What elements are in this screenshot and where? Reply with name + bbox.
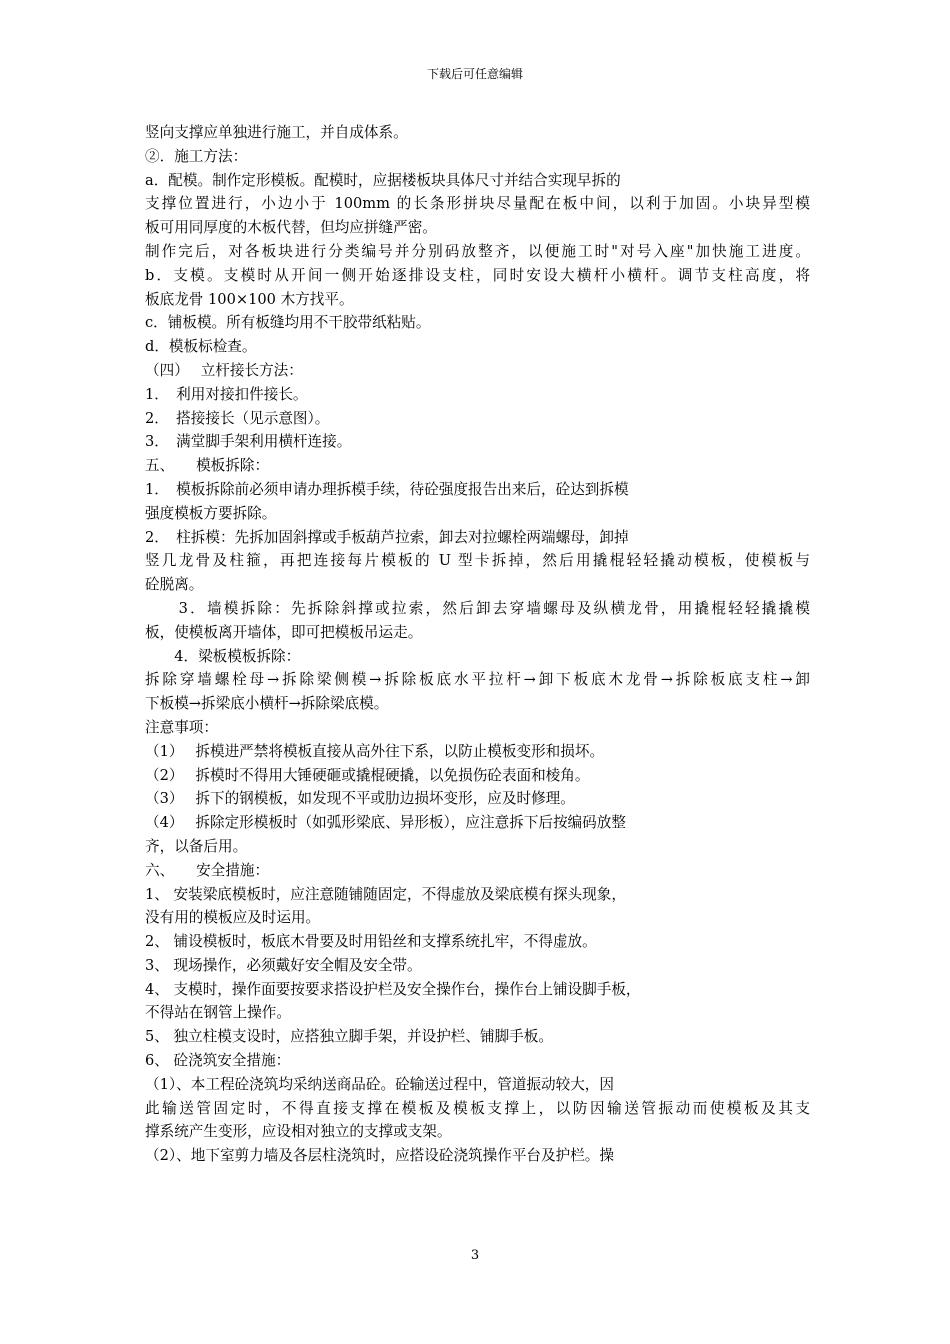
text-line: 板，使模板离开墙体，即可把模板吊运走。 (145, 623, 423, 641)
text-line: 3．墙模拆除：先拆除斜撑或拉索，然后卸去穿墙螺母及纵横龙骨，用撬棍轻轻撬撬模 (145, 599, 810, 617)
text-line: ②．施工方法： (145, 147, 248, 165)
text-line: 齐，以备后用。 (145, 837, 248, 855)
text-line: 1、 安装梁底模板时，应注意随铺随固定，不得虚放及梁底模有探头现象， (145, 885, 626, 903)
page-number: 3 (470, 1248, 480, 1263)
text-line: 3． 满堂脚手架利用横杆连接。 (145, 433, 352, 451)
text-line: （4） 拆除定形模板时（如弧形梁底、异形板），应注意拆下后按编码放整 (145, 814, 626, 832)
text-line: 5、 独立柱模支设时，应搭独立脚手架，并设护栏、铺脚手板。 (145, 1028, 553, 1046)
text-line: 支撑位置进行，小边小于 100mm 的长条形拼块尽量配在板中间，以利于加固。小块异型模 (145, 195, 810, 213)
text-line: 2． 柱拆模：先拆加固斜撑或手板葫芦拉索，卸去对拉螺栓两端螺母，卸掉 (145, 528, 629, 546)
text-line: 4、 支模时，操作面要按要求搭设护栏及安全操作台，操作台上铺设脚手板， (145, 980, 641, 998)
document-body (145, 121, 810, 1168)
text-line: c．铺板模。所有板缝均用不干胶带纸粘贴。 (145, 314, 431, 332)
text-line: d．模板标检查。 (145, 338, 257, 356)
text-line: 此输送管固定时，不得直接支撑在模板及模板支撑上，以防因输送管振动而使模板及其支 (145, 1099, 810, 1117)
text-line: 六、 安全措施： (145, 861, 270, 879)
text-line: （2） 拆模时不得用大锤硬砸或撬棍硬撬，以免损伤砼表面和棱角。 (145, 766, 590, 784)
text-line: 拆除穿墙螺栓母→拆除梁侧模→拆除板底水平拉杆→卸下板底木龙骨→拆除板底支柱→卸 (145, 671, 810, 689)
text-line: a．配模。制作定形模板。配模时，应据楼板块具体尺寸并结合实现早拆的 (145, 171, 621, 189)
text-line: 1． 利用对接扣件接长。 (145, 385, 308, 403)
text-line: 2． 搭接接长（见示意图）。 (145, 409, 330, 427)
text-line: 砼脱离。 (145, 576, 204, 594)
text-line: （2）、地下室剪力墙及各层柱浇筑时，应搭设砼浇筑操作平台及护栏。操 (145, 1147, 614, 1165)
text-line: b．支模。支模时从开间一侧开始逐排设支柱，同时安设大横杆小横杆。调节支柱高度，将 (145, 266, 810, 284)
text-line: （四） 立杆接长方法： (145, 361, 303, 379)
text-line: 制作完后，对各板块进行分类编号并分别码放整齐，以便施工时"对号入座"加快施工进度。 (145, 242, 810, 260)
text-line: 2、 铺设模板时，板底木骨要及时用铅丝和支撑系统扎牢，不得虚放。 (145, 933, 597, 951)
text-line: 板可用同厚度的木板代替，但均应拼缝严密。 (145, 219, 437, 237)
text-line: 1． 模板拆除前必须申请办理拆模手续，待砼强度报告出来后，砼达到拆模 (145, 480, 629, 498)
text-line: 注意事项： (145, 718, 218, 736)
text-line: 4．梁板模板拆除： (145, 647, 301, 665)
text-line: 板底龙骨 100×100 木方找平。 (145, 290, 354, 308)
page-header: 下载后可任意编辑 (426, 67, 523, 81)
text-line: 五、 模板拆除： (145, 457, 270, 475)
text-line: 竖几龙骨及柱箍，再把连接每片模板的 U 型卡拆掉，然后用撬棍轻轻撬动模板，使模板与 (145, 552, 810, 570)
text-line: 3、 现场操作，必须戴好安全帽及安全带。 (145, 956, 422, 974)
text-line: 强度模板方要拆除。 (145, 504, 277, 522)
text-line: 下板模→拆梁底小横杆→拆除梁底模。 (145, 695, 389, 713)
text-line: （1）、本工程砼浇筑均采纳送商品砼。砼输送过程中，管道振动较大，因 (145, 1075, 614, 1093)
text-line: 没有用的模板应及时运用。 (145, 909, 321, 927)
text-line: 竖向支撑应单独进行施工，并自成体系。 (145, 124, 408, 141)
text-line: 撑系统产生变形，应设相对独立的支撑或支架。 (145, 1123, 452, 1141)
text-line: 6、 砼浇筑安全措施： (145, 1052, 291, 1070)
text-line: （3） 拆下的钢模板，如发现不平或肋边损坏变形，应及时修理。 (145, 790, 575, 808)
text-line: （1） 拆模进严禁将模板直接从高外往下系，以防止模板变形和损坏。 (145, 742, 605, 760)
text-line: 不得站在钢管上操作。 (145, 1004, 291, 1022)
